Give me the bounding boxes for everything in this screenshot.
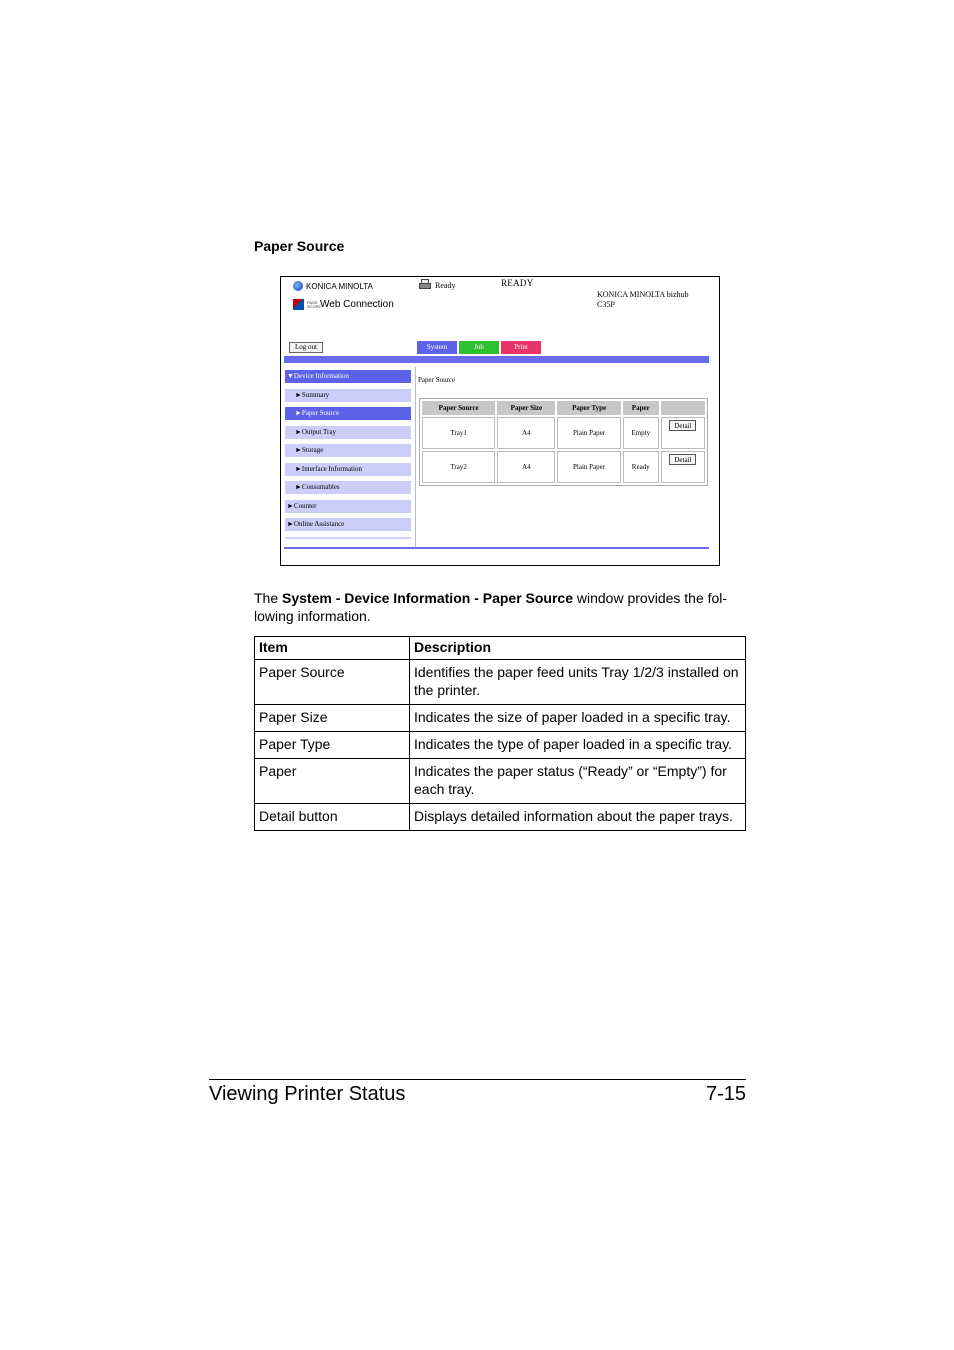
nav-consumables[interactable]: ►Consumables [285, 481, 411, 494]
web-connection-logo [293, 299, 394, 310]
row-item: Paper Size [255, 705, 410, 732]
tab-print[interactable]: Print [501, 341, 541, 354]
web-connection-screenshot [280, 276, 720, 566]
header-detail [661, 401, 705, 415]
intro-bold: System - Device Information - Paper Source [282, 590, 573, 606]
cell-type: Plain Paper [557, 451, 620, 483]
printer-icon [418, 279, 432, 291]
status-indicator [418, 279, 455, 291]
content-divider [415, 367, 416, 547]
konica-minolta-logo [293, 281, 373, 291]
row-description: Indicates the size of paper loaded in a specific tray. [410, 705, 746, 732]
detail-button-tray2[interactable]: Detail [669, 454, 696, 465]
cell-source: Tray2 [422, 451, 495, 483]
cell-detail [661, 451, 705, 483]
nav-online-assistance[interactable]: ►Online Assistance [285, 518, 411, 531]
table-row [255, 660, 746, 705]
content-title: Paper Source [418, 376, 456, 384]
table-row [255, 759, 746, 804]
row-item: Paper [255, 759, 410, 804]
row-description: Identifies the paper feed units Tray 1/2/3 installed on the printer. [410, 660, 746, 705]
intro-paragraph [254, 589, 746, 625]
status-small: Ready [435, 280, 456, 290]
row-item: Paper Type [255, 732, 410, 759]
header-item: Item [255, 637, 410, 660]
product-name: Web Connection [320, 299, 394, 310]
table-row [422, 451, 705, 483]
page-number: 7-15 [705, 1083, 746, 1105]
nav-summary[interactable]: ►Summary [285, 389, 411, 402]
nav-counter[interactable]: ►Counter [285, 500, 411, 513]
header-paper: Paper [623, 401, 659, 415]
header-paper-type: Paper Type [557, 401, 620, 415]
header-description: Description [410, 637, 746, 660]
footer-bar [284, 547, 709, 549]
header-paper-size: Paper Size [497, 401, 555, 415]
pagescope-mini-text: PAGE SCOPE [307, 299, 322, 309]
cell-detail [661, 417, 705, 449]
header-bar [284, 356, 709, 363]
table-row [255, 732, 746, 759]
description-table [254, 636, 746, 831]
intro-pre: The [254, 590, 283, 606]
brand-name: KONICA MINOLTA [306, 281, 373, 291]
tab-job[interactable]: Job [459, 341, 499, 354]
nav-bottom-line [285, 537, 411, 539]
nav-device-information[interactable]: ▼Device Information [285, 370, 411, 383]
nav-storage[interactable]: ►Storage [285, 444, 411, 457]
cell-size: A4 [497, 417, 555, 449]
cell-type: Plain Paper [557, 417, 620, 449]
paper-source-table [419, 398, 708, 486]
row-description: Displays detailed information about the paper trays. [410, 804, 746, 831]
logout-button[interactable]: Log out [289, 342, 323, 353]
table-row [255, 705, 746, 732]
cell-size: A4 [497, 451, 555, 483]
row-item: Detail button [255, 804, 410, 831]
konica-globe-icon [293, 281, 303, 291]
row-item: Paper Source [255, 660, 410, 705]
table-row [255, 804, 746, 831]
header-paper-source: Paper Source [422, 401, 495, 415]
tab-system[interactable]: System [417, 341, 457, 354]
cell-paper: Ready [623, 451, 659, 483]
nav-interface-information[interactable]: ►Interface Information [285, 463, 411, 476]
table-header-row [422, 401, 705, 415]
section-heading: Paper Source [254, 238, 345, 254]
nav-output-tray[interactable]: ►Output Tray [285, 426, 411, 439]
table-header-row [255, 637, 746, 660]
detail-button-tray1[interactable]: Detail [669, 420, 696, 431]
model-line-1: KONICA MINOLTA bizhub [597, 290, 689, 299]
footer-title: Viewing Printer Status [209, 1083, 406, 1105]
intro-post: window provides the fol-lowing information. [254, 590, 728, 624]
cell-source: Tray1 [422, 417, 495, 449]
row-description: Indicates the type of paper loaded in a specific tray. [410, 732, 746, 759]
status-display: READY [501, 278, 534, 288]
model-name [597, 290, 689, 310]
nav-paper-source[interactable]: ►Paper Source [285, 407, 411, 420]
model-line-2: C35P [597, 300, 615, 309]
table-row [422, 417, 705, 449]
footer-rule [209, 1079, 746, 1080]
cell-paper: Empty [623, 417, 659, 449]
row-description: Indicates the paper status (“Ready” or “Empty”) for each tray. [410, 759, 746, 804]
pagescope-icon [293, 299, 304, 310]
